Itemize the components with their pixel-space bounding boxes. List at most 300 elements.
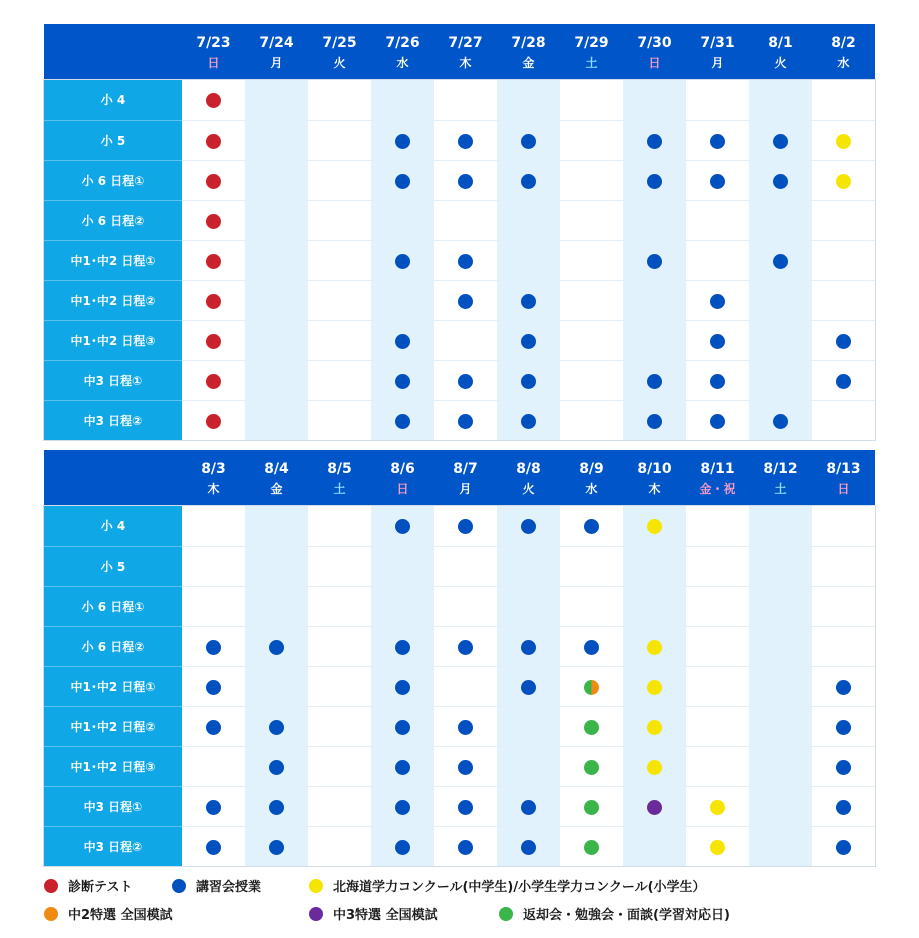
schedule-cell: [623, 360, 686, 400]
schedule-cell: [812, 666, 875, 706]
schedule-cell: [497, 400, 560, 440]
lecture-dot-icon: [458, 640, 473, 655]
schedule-cell: [245, 586, 308, 626]
schedule-cell: [686, 746, 749, 786]
row-label: 中1･中2 日程②: [44, 280, 182, 320]
date-label: 8/11: [700, 460, 735, 477]
schedule-cell: [308, 80, 371, 120]
schedule-cell: [434, 506, 497, 546]
schedule-cell: [812, 80, 875, 120]
schedule-cell: [812, 826, 875, 866]
schedule-cell: [308, 786, 371, 826]
study-day-and-mock-exam-dot-icon: [584, 680, 599, 695]
weekday-label: 火: [774, 55, 787, 70]
diagnostic-test-dot-icon: [206, 414, 221, 429]
table-row: [44, 706, 875, 746]
schedule-cell: [308, 240, 371, 280]
schedule-cell: [434, 240, 497, 280]
diagnostic-test-dot-icon: [206, 254, 221, 269]
lecture-dot-icon: [836, 374, 851, 389]
lecture-dot-icon: [647, 174, 662, 189]
schedule-cell: [497, 360, 560, 400]
schedule-cell: [371, 786, 434, 826]
schedule-cell: [434, 706, 497, 746]
schedule-table-july: [44, 24, 875, 440]
schedule-cell: [560, 360, 623, 400]
schedule-cell: [497, 120, 560, 160]
lecture-dot-icon: [458, 720, 473, 735]
legend-label: 診断テスト: [68, 880, 133, 895]
lecture-dot-icon: [521, 800, 536, 815]
schedule-cell: [497, 586, 560, 626]
date-header: [308, 24, 371, 80]
date-label: 8/2: [831, 34, 856, 51]
schedule-cell: [749, 506, 812, 546]
schedule-cell: [371, 200, 434, 240]
schedule-cell: [434, 586, 497, 626]
schedule-cell: [812, 506, 875, 546]
row-label: 小 5: [44, 120, 182, 160]
schedule-cell: [560, 546, 623, 586]
legend-item-academic-contest: [309, 876, 706, 895]
lecture-dot-icon: [458, 760, 473, 775]
table-row: [44, 160, 875, 200]
table-row: [44, 786, 875, 826]
schedule-cell: [371, 120, 434, 160]
date-label: 7/31: [700, 34, 735, 51]
table-row: [44, 746, 875, 786]
diagnostic-test-dot-icon: [206, 134, 221, 149]
schedule-cell: [308, 400, 371, 440]
diagnostic-test-dot-icon: [206, 214, 221, 229]
lecture-dot-icon: [206, 680, 221, 695]
date-label: 7/28: [511, 34, 546, 51]
schedule-cell: [245, 706, 308, 746]
lecture-dot-icon: [521, 174, 536, 189]
schedule-cell: [497, 200, 560, 240]
table-row: [44, 280, 875, 320]
schedule-cell: [749, 280, 812, 320]
legend-label: 中2特選 全国模試: [68, 908, 173, 923]
schedule-cell: [560, 506, 623, 546]
date-label: 8/10: [637, 460, 672, 477]
lecture-dot-icon: [836, 840, 851, 855]
date-label: 8/6: [390, 460, 415, 477]
lecture-dot-icon: [836, 720, 851, 735]
schedule-cell: [560, 786, 623, 826]
diagnostic-test-dot-icon: [206, 174, 221, 189]
schedule-cell: [182, 160, 245, 200]
schedule-cell: [434, 746, 497, 786]
schedule-cell: [686, 706, 749, 746]
yellow-dot-icon: [309, 879, 323, 893]
weekday-label: 日: [837, 481, 850, 496]
schedule-cell: [371, 320, 434, 360]
schedule-cell: [623, 160, 686, 200]
schedule-cell: [749, 546, 812, 586]
date-label: 8/8: [516, 460, 541, 477]
date-header: [623, 450, 686, 506]
lecture-dot-icon: [395, 174, 410, 189]
lecture-dot-icon: [710, 134, 725, 149]
table-row: [44, 200, 875, 240]
lecture-dot-icon: [395, 680, 410, 695]
study-day-dot-icon: [584, 800, 599, 815]
schedule-cell: [686, 586, 749, 626]
lecture-dot-icon: [773, 174, 788, 189]
lecture-dot-icon: [206, 720, 221, 735]
legend: [44, 872, 874, 932]
legend-item-jh2-mock-exam: [44, 904, 173, 923]
lecture-dot-icon: [647, 414, 662, 429]
row-label: 小 6 日程②: [44, 200, 182, 240]
contest-dot-icon: [647, 720, 662, 735]
weekday-label: 木: [648, 481, 661, 496]
schedule-cell: [623, 666, 686, 706]
schedule-cell: [371, 400, 434, 440]
schedule-cell: [560, 586, 623, 626]
schedule-cell: [623, 400, 686, 440]
lecture-dot-icon: [710, 174, 725, 189]
schedule-cell: [560, 826, 623, 866]
schedule-cell: [497, 160, 560, 200]
lecture-dot-icon: [395, 720, 410, 735]
lecture-dot-icon: [395, 374, 410, 389]
schedule-cell: [245, 120, 308, 160]
lecture-dot-icon: [710, 334, 725, 349]
lecture-dot-icon: [773, 414, 788, 429]
lecture-dot-icon: [836, 334, 851, 349]
date-label: 8/5: [327, 460, 352, 477]
schedule-cell: [686, 120, 749, 160]
study-day-dot-icon: [584, 720, 599, 735]
date-header: [497, 24, 560, 80]
schedule-cell: [497, 706, 560, 746]
schedule-cell: [371, 706, 434, 746]
lecture-dot-icon: [395, 519, 410, 534]
orange-dot-icon: [44, 907, 58, 921]
study-day-dot-icon: [584, 760, 599, 775]
schedule-cell: [182, 626, 245, 666]
table-row: [44, 360, 875, 400]
lecture-dot-icon: [521, 414, 536, 429]
date-label: 8/12: [763, 460, 798, 477]
weekday-label: 月: [711, 55, 724, 70]
schedule-cell: [812, 280, 875, 320]
lecture-dot-icon: [647, 134, 662, 149]
schedule-cell: [749, 786, 812, 826]
schedule-cell: [371, 360, 434, 400]
legend-item-jh3-mock-exam: [309, 904, 438, 923]
schedule-cell: [560, 160, 623, 200]
schedule-cell: [308, 506, 371, 546]
table-row: [44, 666, 875, 706]
schedule-cell: [434, 200, 497, 240]
schedule-cell: [497, 786, 560, 826]
schedule-cell: [623, 120, 686, 160]
schedule-cell: [623, 280, 686, 320]
legend-item-diagnostic-test: [44, 876, 132, 895]
lecture-dot-icon: [458, 414, 473, 429]
schedule-cell: [245, 200, 308, 240]
weekday-label: 日: [396, 481, 409, 496]
schedule-cell: [812, 786, 875, 826]
row-label: 小 5: [44, 546, 182, 586]
lecture-dot-icon: [206, 640, 221, 655]
purple-dot-icon: [309, 907, 323, 921]
schedule-cell: [686, 826, 749, 866]
schedule-cell: [686, 546, 749, 586]
schedule-cell: [182, 586, 245, 626]
date-label: 8/9: [579, 460, 604, 477]
schedule-cell: [686, 200, 749, 240]
schedule-cell: [245, 666, 308, 706]
schedule-cell: [182, 200, 245, 240]
date-label: 7/25: [322, 34, 357, 51]
table-row: [44, 80, 875, 120]
schedule-cell: [497, 626, 560, 666]
schedule-cell: [308, 280, 371, 320]
table-row: [44, 120, 875, 160]
lecture-dot-icon: [395, 800, 410, 815]
schedule-table-august: [44, 450, 875, 866]
lecture-dot-icon: [458, 519, 473, 534]
weekday-label: 土: [585, 55, 598, 70]
green-dot-icon: [499, 907, 513, 921]
schedule-cell: [623, 786, 686, 826]
lecture-dot-icon: [521, 680, 536, 695]
date-header: [308, 450, 371, 506]
schedule-cell: [245, 160, 308, 200]
schedule-cell: [371, 746, 434, 786]
weekday-label: 日: [207, 55, 220, 70]
weekday-label: 木: [459, 55, 472, 70]
date-label: 7/26: [385, 34, 420, 51]
schedule-cell: [686, 240, 749, 280]
schedule-cell: [182, 320, 245, 360]
schedule-cell: [623, 586, 686, 626]
weekday-label: 金・祝: [699, 481, 736, 496]
lecture-dot-icon: [584, 519, 599, 534]
schedule-cell: [560, 280, 623, 320]
contest-dot-icon: [710, 840, 725, 855]
weekday-label: 水: [837, 55, 850, 70]
lecture-dot-icon: [269, 840, 284, 855]
schedule-cell: [434, 826, 497, 866]
weekday-label: 火: [522, 481, 535, 496]
date-header-row: [44, 24, 875, 80]
schedule-cell: [182, 506, 245, 546]
lecture-dot-icon: [521, 334, 536, 349]
schedule-cell: [812, 160, 875, 200]
date-header: [560, 24, 623, 80]
schedule-cell: [686, 666, 749, 706]
schedule-cell: [812, 360, 875, 400]
date-label: 8/13: [826, 460, 861, 477]
schedule-cell: [812, 200, 875, 240]
schedule-cell: [434, 160, 497, 200]
row-label: 中3 日程②: [44, 400, 182, 440]
lecture-dot-icon: [521, 374, 536, 389]
lecture-dot-icon: [269, 720, 284, 735]
contest-dot-icon: [647, 640, 662, 655]
schedule-cell: [245, 786, 308, 826]
table-row: [44, 546, 875, 586]
schedule-cell: [245, 80, 308, 120]
date-header: [245, 450, 308, 506]
lecture-dot-icon: [710, 374, 725, 389]
schedule-cell: [749, 586, 812, 626]
schedule-cell: [560, 626, 623, 666]
schedule-cell: [497, 80, 560, 120]
schedule-cell: [749, 320, 812, 360]
contest-dot-icon: [836, 174, 851, 189]
table-row: [44, 826, 875, 866]
schedule-cell: [434, 400, 497, 440]
schedule-cell: [371, 80, 434, 120]
lecture-dot-icon: [269, 760, 284, 775]
schedule-cell: [371, 826, 434, 866]
schedule-cell: [308, 666, 371, 706]
row-label: 小 6 日程①: [44, 160, 182, 200]
schedule-cell: [245, 280, 308, 320]
schedule-cell: [686, 280, 749, 320]
schedule-cell: [308, 160, 371, 200]
schedule-cell: [434, 546, 497, 586]
contest-dot-icon: [710, 800, 725, 815]
schedule-cell: [308, 320, 371, 360]
date-label: 8/3: [201, 460, 226, 477]
diagnostic-test-dot-icon: [206, 294, 221, 309]
schedule-cell: [812, 626, 875, 666]
date-header: [812, 24, 875, 80]
schedule-cell: [749, 160, 812, 200]
schedule-cell: [371, 666, 434, 706]
lecture-dot-icon: [521, 134, 536, 149]
schedule-cell: [371, 160, 434, 200]
jh3-mock-exam-dot-icon: [647, 800, 662, 815]
lecture-dot-icon: [395, 334, 410, 349]
lecture-dot-icon: [395, 414, 410, 429]
schedule-cell: [245, 506, 308, 546]
schedule-cell: [560, 320, 623, 360]
schedule-cell: [623, 826, 686, 866]
date-header: [182, 24, 245, 80]
schedule-cell: [371, 506, 434, 546]
schedule-cell: [434, 80, 497, 120]
schedule-cell: [182, 400, 245, 440]
schedule-cell: [434, 360, 497, 400]
row-label: 中1･中2 日程③: [44, 320, 182, 360]
schedule-cell: [686, 506, 749, 546]
schedule-cell: [245, 826, 308, 866]
schedule-cell: [749, 746, 812, 786]
weekday-label: 月: [270, 55, 283, 70]
schedule-cell: [686, 320, 749, 360]
contest-dot-icon: [836, 134, 851, 149]
weekday-label: 月: [459, 481, 472, 496]
lecture-dot-icon: [521, 840, 536, 855]
schedule-cell: [812, 706, 875, 746]
row-label: 中3 日程①: [44, 360, 182, 400]
schedule-cell: [749, 666, 812, 706]
weekday-label: 金: [522, 55, 535, 70]
date-header: [245, 24, 308, 80]
lecture-dot-icon: [458, 254, 473, 269]
study-day-dot-icon: [584, 840, 599, 855]
schedule-cell: [434, 320, 497, 360]
schedule-cell: [308, 120, 371, 160]
date-label: 7/29: [574, 34, 609, 51]
date-label: 8/4: [264, 460, 289, 477]
schedule-cell: [623, 200, 686, 240]
schedule-cell: [182, 240, 245, 280]
row-label: 中1･中2 日程③: [44, 746, 182, 786]
date-header: [497, 450, 560, 506]
schedule-cell: [560, 746, 623, 786]
schedule-cell: [497, 546, 560, 586]
schedule-cell: [812, 400, 875, 440]
table-row: [44, 400, 875, 440]
schedule-cell: [749, 240, 812, 280]
schedule-cell: [749, 80, 812, 120]
lecture-dot-icon: [395, 134, 410, 149]
date-header: [686, 24, 749, 80]
date-label: 7/23: [196, 34, 231, 51]
schedule-cell: [686, 400, 749, 440]
lecture-dot-icon: [836, 760, 851, 775]
schedule-cell: [245, 240, 308, 280]
schedule-cell: [686, 626, 749, 666]
date-header: [623, 24, 686, 80]
schedule-cell: [623, 626, 686, 666]
schedule-cell: [245, 400, 308, 440]
schedule-cell: [371, 626, 434, 666]
row-label: 小 6 日程②: [44, 626, 182, 666]
weekday-label: 水: [585, 481, 598, 496]
diagnostic-test-dot-icon: [206, 334, 221, 349]
schedule-cell: [686, 80, 749, 120]
schedule-cell: [182, 706, 245, 746]
lecture-dot-icon: [395, 760, 410, 775]
date-header: [560, 450, 623, 506]
lecture-dot-icon: [395, 640, 410, 655]
contest-dot-icon: [647, 519, 662, 534]
lecture-dot-icon: [584, 640, 599, 655]
red-dot-icon: [44, 879, 58, 893]
lecture-dot-icon: [458, 134, 473, 149]
date-header: [749, 450, 812, 506]
schedule-cell: [623, 706, 686, 746]
schedule-cell: [308, 706, 371, 746]
row-label: 小 4: [44, 506, 182, 546]
lecture-dot-icon: [395, 840, 410, 855]
schedule-cell: [434, 666, 497, 706]
schedule-cell: [497, 666, 560, 706]
schedule-cell: [560, 400, 623, 440]
schedule-cell: [560, 666, 623, 706]
schedule-cell: [623, 320, 686, 360]
diagnostic-test-dot-icon: [206, 93, 221, 108]
weekday-label: 土: [333, 481, 346, 496]
weekday-label: 木: [207, 481, 220, 496]
schedule-cell: [434, 120, 497, 160]
schedule-cell: [245, 320, 308, 360]
date-header: [686, 450, 749, 506]
legend-label: 返却会・勉強会・面談(学習対応日): [523, 908, 730, 923]
lecture-dot-icon: [395, 254, 410, 269]
lecture-dot-icon: [458, 840, 473, 855]
